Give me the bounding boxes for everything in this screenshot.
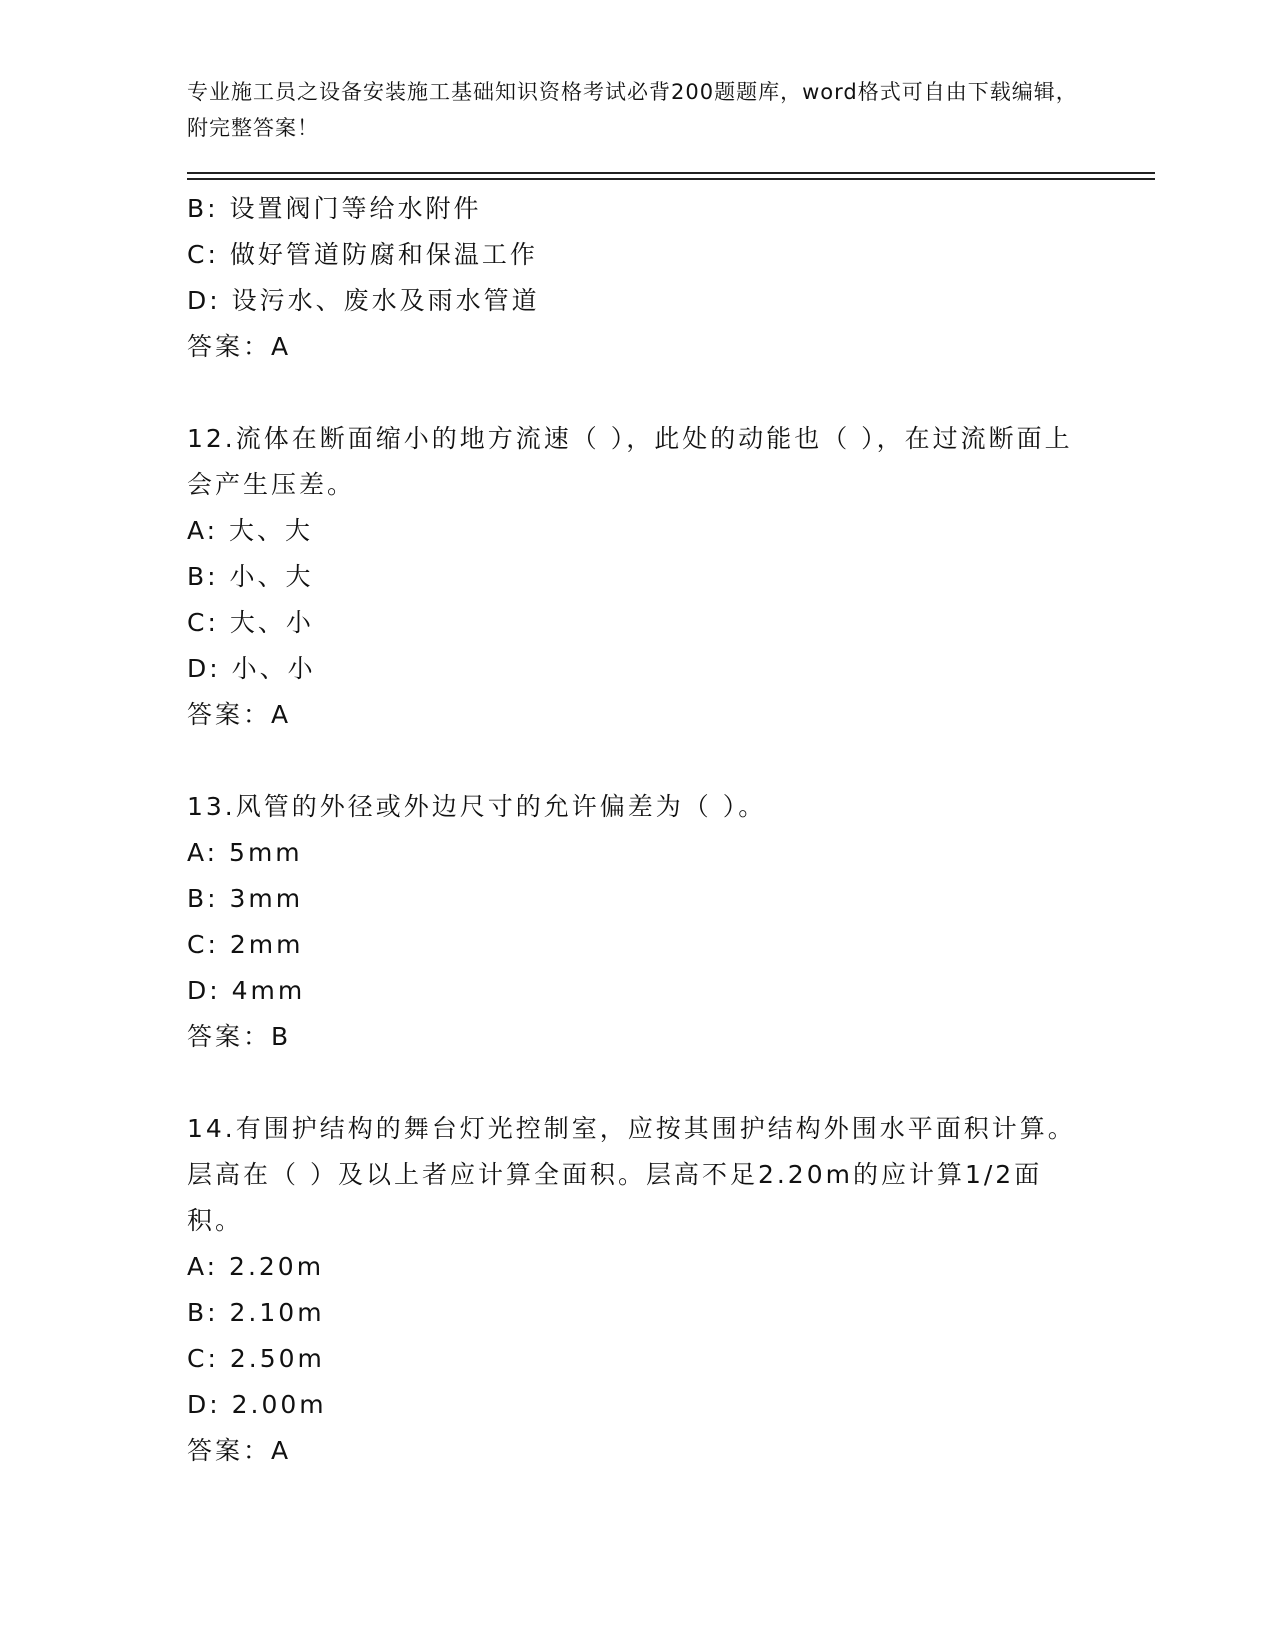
option-label: C: <box>187 608 219 637</box>
option-label: C: <box>187 1344 219 1373</box>
option-row <box>187 968 1087 1014</box>
option-label: C: <box>187 240 219 269</box>
option-label: B: <box>187 884 219 913</box>
question-text <box>187 1106 1087 1244</box>
option-text: 小、小 <box>231 654 316 683</box>
option-text: 2.20m <box>229 1252 325 1281</box>
option-row <box>187 876 1087 922</box>
option-label: A: <box>187 1252 219 1281</box>
answer-line: 答案：B <box>187 1022 292 1051</box>
question-14 <box>187 1106 1087 1474</box>
option-label: B: <box>187 562 219 591</box>
option-row <box>187 1244 1087 1290</box>
answer-line: 答案：A <box>187 332 292 361</box>
document-body <box>187 186 1087 1474</box>
document-header <box>187 74 1087 146</box>
header-title: 专业施工员之设备安装施工基础知识资格考试必背200题题库，word格式可自由下载编辑，附完整答案！ <box>187 80 1078 140</box>
option-label: D: <box>187 654 221 683</box>
question-number: 13. <box>187 792 236 821</box>
option-label: D: <box>187 1390 221 1419</box>
header-rule-bottom <box>187 178 1155 180</box>
option-row <box>187 922 1087 968</box>
option-label: D: <box>187 286 221 315</box>
question-stem: 风管的外径或外边尺寸的允许偏差为（ ）。 <box>235 792 767 821</box>
option-label: B: <box>187 1298 219 1327</box>
header-rule-top <box>187 172 1155 174</box>
question-text <box>187 784 1087 830</box>
option-label: A: <box>187 838 219 867</box>
option-label: C: <box>187 930 219 959</box>
question-stem: 流体在断面缩小的地方流速（ ），此处的动能也（ ），在过流断面上会产生压差。 <box>187 424 1073 499</box>
option-text: 3mm <box>229 884 304 913</box>
option-text: 小、大 <box>229 562 314 591</box>
question-number: 12. <box>187 424 236 453</box>
option-label: D: <box>187 976 221 1005</box>
option-text: 2.50m <box>229 1344 325 1373</box>
option-row <box>187 830 1087 876</box>
option-text: 做好管道防腐和保温工作 <box>229 240 538 269</box>
option-label: B: <box>187 194 219 223</box>
option-text: 设置阀门等给水附件 <box>229 194 482 223</box>
option-label: A: <box>187 516 219 545</box>
option-row <box>187 646 1087 692</box>
answer-line: 答案：A <box>187 700 292 729</box>
question-text <box>187 416 1087 508</box>
option-row <box>187 232 1087 278</box>
spacer <box>187 1060 1087 1106</box>
option-row <box>187 554 1087 600</box>
option-text: 4mm <box>231 976 306 1005</box>
option-row <box>187 1382 1087 1428</box>
option-text: 5mm <box>229 838 303 867</box>
question-stem: 有围护结构的舞台灯光控制室，应按其围护结构外围水平面积计算。层高在（ ）及以上者应计算全面积。层高不足2.20m的应计算1/2面积。 <box>187 1114 1076 1235</box>
option-text: 设污水、废水及雨水管道 <box>231 286 540 315</box>
spacer <box>187 738 1087 784</box>
option-row <box>187 1290 1087 1336</box>
question-continued <box>187 186 1087 370</box>
question-13 <box>187 784 1087 1060</box>
option-row <box>187 508 1087 554</box>
question-12 <box>187 416 1087 738</box>
option-text: 大、小 <box>229 608 314 637</box>
option-row <box>187 600 1087 646</box>
option-row <box>187 1336 1087 1382</box>
option-text: 2.00m <box>231 1390 327 1419</box>
option-text: 2.10m <box>229 1298 325 1327</box>
option-text: 2mm <box>229 930 304 959</box>
answer-line: 答案：A <box>187 1436 292 1465</box>
spacer <box>187 370 1087 416</box>
option-text: 大、大 <box>229 516 314 545</box>
question-number: 14. <box>187 1114 236 1143</box>
option-row <box>187 186 1087 232</box>
option-row <box>187 278 1087 324</box>
